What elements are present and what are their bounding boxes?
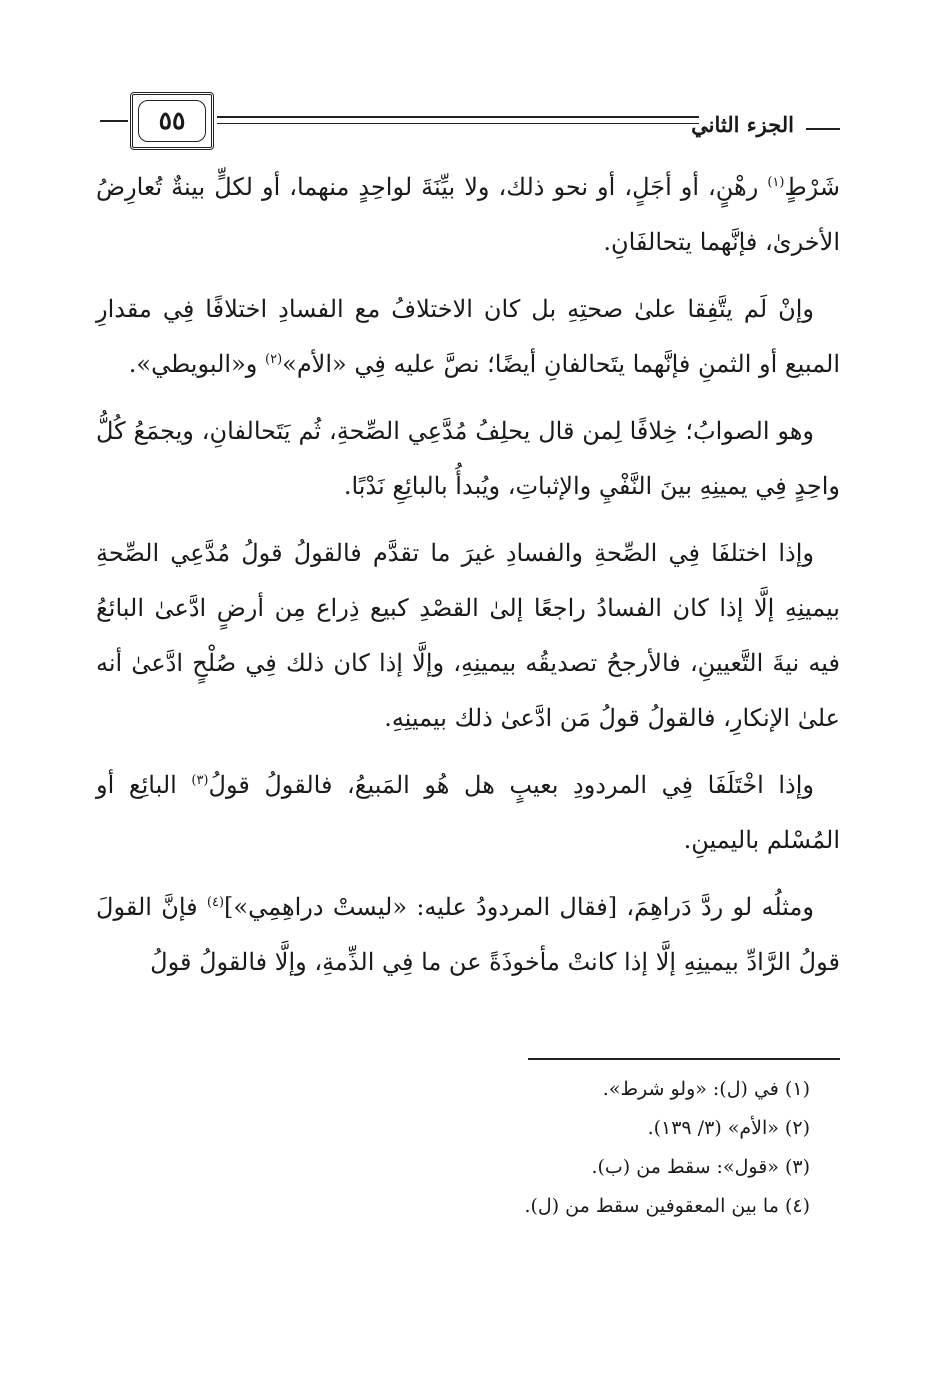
page-number: ٥٥ [158,106,186,135]
footnote-separator [528,1058,840,1060]
footnote-4: (٤) ما بين المعقوفين سقط من (ل). [524,1195,810,1217]
paragraph-3: وهو الصوابُ؛ خِلافًا لِمن قال يحلِفُ مُدَّعِي الصِّحةِ، ثُم يَتَحالفانِ، ويجمَعُ كُلُّ واحِدٍ فِي يمينِهِ بينَ النَّفْيِ والإثباتِ، ويُبدأُ بالبائِعِ نَدْبًا. [96,417,840,500]
header-rule-center-thin [217,123,699,124]
paragraph-2-text-b: و«البويطي». [128,350,265,378]
footnote-ref-1: (١) [767,175,785,190]
paragraph-2 [96,282,840,392]
paragraph-2-text-a: وإنْ لَم يتَّفِقا علىٰ صحتِهِ بل كان الاختلافُ مع الفسادِ اختلافًا فِي مقدارِ المبيع أو الثمنِ فإنَّهما يتَحالفانِ أيضًا؛ نصَّ عليه فِي «الأم» [96,295,840,378]
footnote-ref-4: (٤) [206,895,225,910]
footnote-1: (١) في (ل): «ولو شرط». [602,1078,810,1100]
paragraph-5-text-b: البائِع أو المُسْلم باليمينِ. [96,771,840,854]
page-number-frame [130,92,214,150]
footnotes [96,1070,810,1226]
page-header [100,92,840,156]
header-rule-right [806,128,840,130]
header-rule-center [217,116,699,118]
paragraph-4: وإذا اختلفَا فِي الصِّحةِ والفسادِ غيرَ ما تقدَّم فالقولُ قولُ مُدَّعِي الصِّحةِ بيمينِهِ إلَّا إذا كان الفسادُ راجعًا إلىٰ القصْدِ كبيع ذِراع مِن أرضٍ ادَّعىٰ البائعُ فيه نيةَ التَّعيينِ، فالأرجحُ تصديقُه بيمينِهِ، وإلَّا إذا كان ذلك فِي صُلْحٍ ادَّعىٰ أنه علىٰ الإنكارِ، فالقولُ قولُ مَن ادَّعىٰ ذلك بيمينِهِ. [96,539,840,732]
footnote-ref-3: (٣) [191,773,209,788]
paragraph-6-text-a: ومثلُه لو ردَّ دَراهِمَ، [فقال المردودُ عليه: «ليستْ دراهِمِي»] [224,893,814,921]
footnote-3: (٣) «قول»: سقط من (ب). [591,1156,810,1178]
paragraph-1 [96,160,840,270]
paragraph-5 [96,758,840,868]
running-title: الجزء الثاني [691,112,794,137]
paragraph-1-text-a: شَرْطٍ [784,173,840,201]
main-text [96,160,840,1002]
paragraph-6 [96,880,840,990]
paragraph-6-text-b: فإنَّ القولَ قولُ الرَّادِّ بيمينِهِ إلَّا إذا كانتْ مأخوذَةً عن ما فِي الذِّمةِ، وإلَّا فالقولُ قولُ [96,893,840,976]
paragraph-5-text-a: وإذا اخْتَلَفَا فِي المردودِ بعيبٍ هل هُو المَبيعُ، فالقولُ قولُ [208,771,814,799]
footnote-2: (٢) «الأم» (٣/ ١٣٩). [647,1117,810,1139]
footnote-ref-2: (٢) [265,352,283,367]
paragraph-1-text-b: رهْنٍ، أو أجَلٍ، أو نحو ذلك، ولا بيِّنَةَ لواحِدٍ منهما، أو لكلٍّ بينةٌ تُعارِضُ الأخرىٰ، فإنَّهما يتحالفَانِ. [96,173,840,256]
header-rule-left [100,120,128,122]
